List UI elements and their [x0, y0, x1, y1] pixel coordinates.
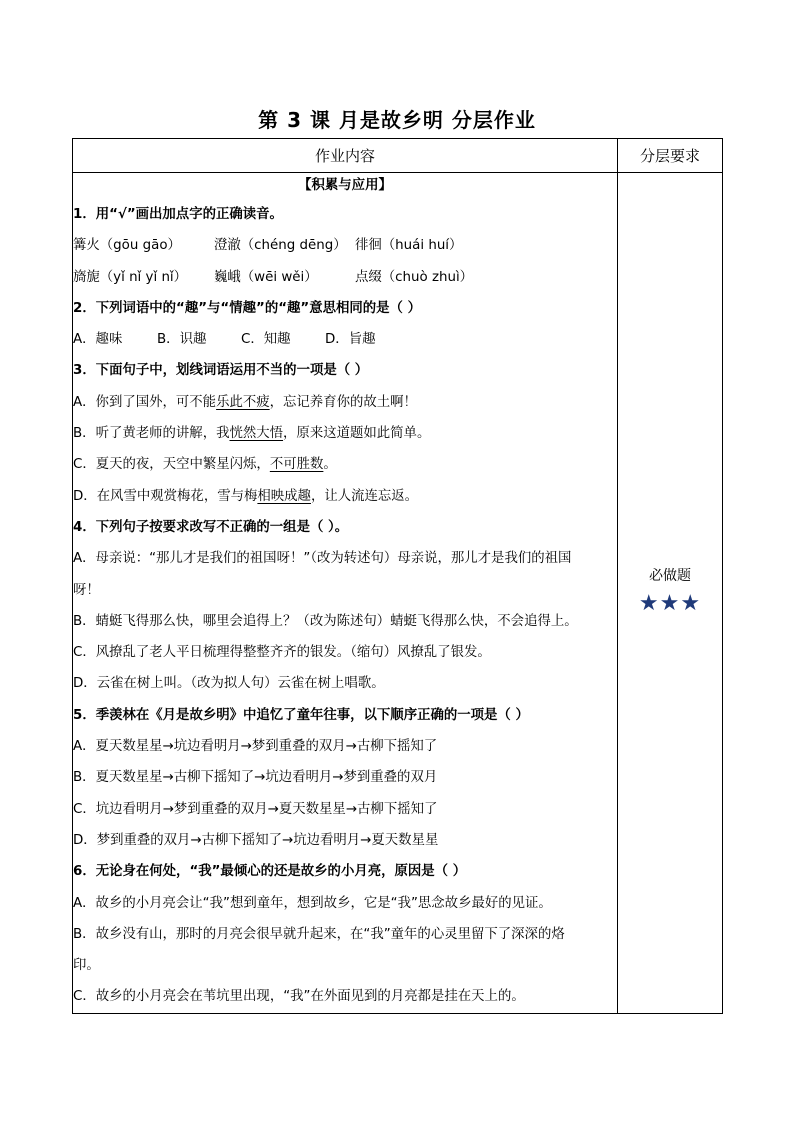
q1-item: 旖旎（yǐ nǐ yǐ nǐ）: [73, 269, 188, 285]
q3-d-underlined: 相映成趣: [257, 488, 311, 504]
star-rating-icon: ★★★: [638, 591, 702, 616]
q3-d-post: ，让人流连忘返。: [310, 488, 419, 504]
q3-option-b: [73, 418, 617, 449]
q2-options: [73, 324, 617, 355]
q6-option-c: C．故乡的小月亮会在苇坑里出现，“我”在外面见到的月亮都是挂在天上的。: [73, 989, 525, 1005]
q1-row1: [73, 230, 617, 261]
q2-option-a: A．趣味: [73, 332, 123, 348]
q3-option-c: [73, 449, 617, 480]
q5-option-c: C．坑边看明月→梦到重叠的双月→夏天数星星→古柳下摇知了: [73, 801, 438, 817]
q3-a-post: ，忘记养育你的故土啊！: [269, 394, 417, 410]
q3-a-pre: A．你到了国外，可不能: [73, 394, 217, 410]
q5-option-d: D．梦到重叠的双月→古柳下摇知了→坑边看明月→夏天数星星: [73, 832, 439, 848]
q4-option-a-line1: A．母亲说：“那儿才是我们的祖国呀！”（改为转述句）母亲说，那儿才是我们的祖国: [73, 551, 572, 567]
q6-option-b-line2: 印。: [73, 958, 100, 974]
section-heading: 【积累与应用】: [298, 178, 392, 193]
q3-d-pre: D．在风雪中观赏梅花，雪与梅: [73, 488, 258, 504]
q6-option-b-line1: B．故乡没有山，那时的月亮会很早就升起来，在“我”童年的心灵里留下了深深的烙: [73, 926, 565, 942]
q4-option-a-line2: 呀！: [73, 582, 100, 598]
homework-table: [72, 138, 723, 1014]
q4-option-c: C．风撩乱了老人平日梳理得整整齐齐的银发。（缩句）风撩乱了银发。: [73, 645, 491, 661]
q6-stem: 6．无论身在何处，“我”最倾心的还是故乡的小月亮，原因是（ ）: [73, 864, 467, 880]
q3-a-underlined: 乐此不疲: [216, 394, 270, 410]
q4-option-b: B．蜻蜓飞得那么快，哪里会追得上？（改为陈述句）蜻蜓飞得那么快，不会追得上。: [73, 613, 578, 629]
q3-stem: 3．下面句子中，划线词语运用不当的一项是（ ）: [73, 363, 369, 379]
q1-item: 澄澈（chéng dēng）: [214, 238, 347, 254]
required-label: 必做题: [649, 568, 691, 584]
q6-option-a: A．故乡的小月亮会让“我”想到童年，想到故乡，它是“我”思念故乡最好的见证。: [73, 895, 552, 911]
q3-b-post: ，原来这道题如此简单。: [283, 426, 431, 442]
q3-option-a: [73, 387, 617, 418]
q3-c-pre: C．夏天的夜，天空中繁星闪烁，: [73, 457, 270, 473]
q3-c-post: 。: [323, 457, 337, 473]
header-level: 分层要求: [618, 139, 723, 173]
q1-row2: [73, 262, 617, 293]
q2-option-d: D．旨趣: [325, 332, 376, 348]
q1-item: 篝火（gōu gāo）: [73, 238, 181, 254]
q2-option-b: B．识趣: [157, 332, 207, 348]
q1-stem: 1．用“√”画出加点字的正确读音。: [73, 207, 283, 222]
q3-b-pre: B．听了黄老师的讲解，我: [73, 426, 230, 442]
q5-stem: 5．季羡林在《月是故乡明》中追忆了童年往事，以下顺序正确的一项是（ ）: [73, 707, 529, 723]
q4-option-d: D．云雀在树上叫。（改为拟人句）云雀在树上唱歌。: [73, 676, 385, 692]
q1-item: 点缀（chuò zhuì）: [355, 269, 474, 285]
content-row: [73, 173, 723, 1014]
header-row: [73, 139, 723, 173]
header-content: 作业内容: [73, 139, 618, 173]
q3-c-underlined: 不可胜数: [269, 457, 324, 473]
q5-option-b: B．夏天数星星→古柳下摇知了→坑边看明月→梦到重叠的双月: [73, 770, 438, 786]
q3-option-d: [73, 481, 617, 512]
q1-item: 巍峨（wēi wěi）: [214, 269, 318, 285]
q5-option-a: A．夏天数星星→坑边看明月→梦到重叠的双月→古柳下摇知了: [73, 739, 438, 755]
content-cell: [73, 173, 618, 1014]
level-cell: [618, 173, 723, 1014]
q1-item: 徘徊（huái huí）: [355, 238, 463, 254]
q3-b-underlined: 恍然大悟: [229, 426, 284, 442]
page-title: 第 3 课 月是故乡明 分层作业: [258, 108, 536, 132]
q2-option-c: C．知趣: [241, 332, 291, 348]
q2-stem: 2．下列词语中的“趣”与“情趣”的“趣”意思相同的是（ ）: [73, 300, 421, 316]
q4-stem: 4．下列句子按要求改写不正确的一组是（ ）。: [73, 519, 349, 535]
